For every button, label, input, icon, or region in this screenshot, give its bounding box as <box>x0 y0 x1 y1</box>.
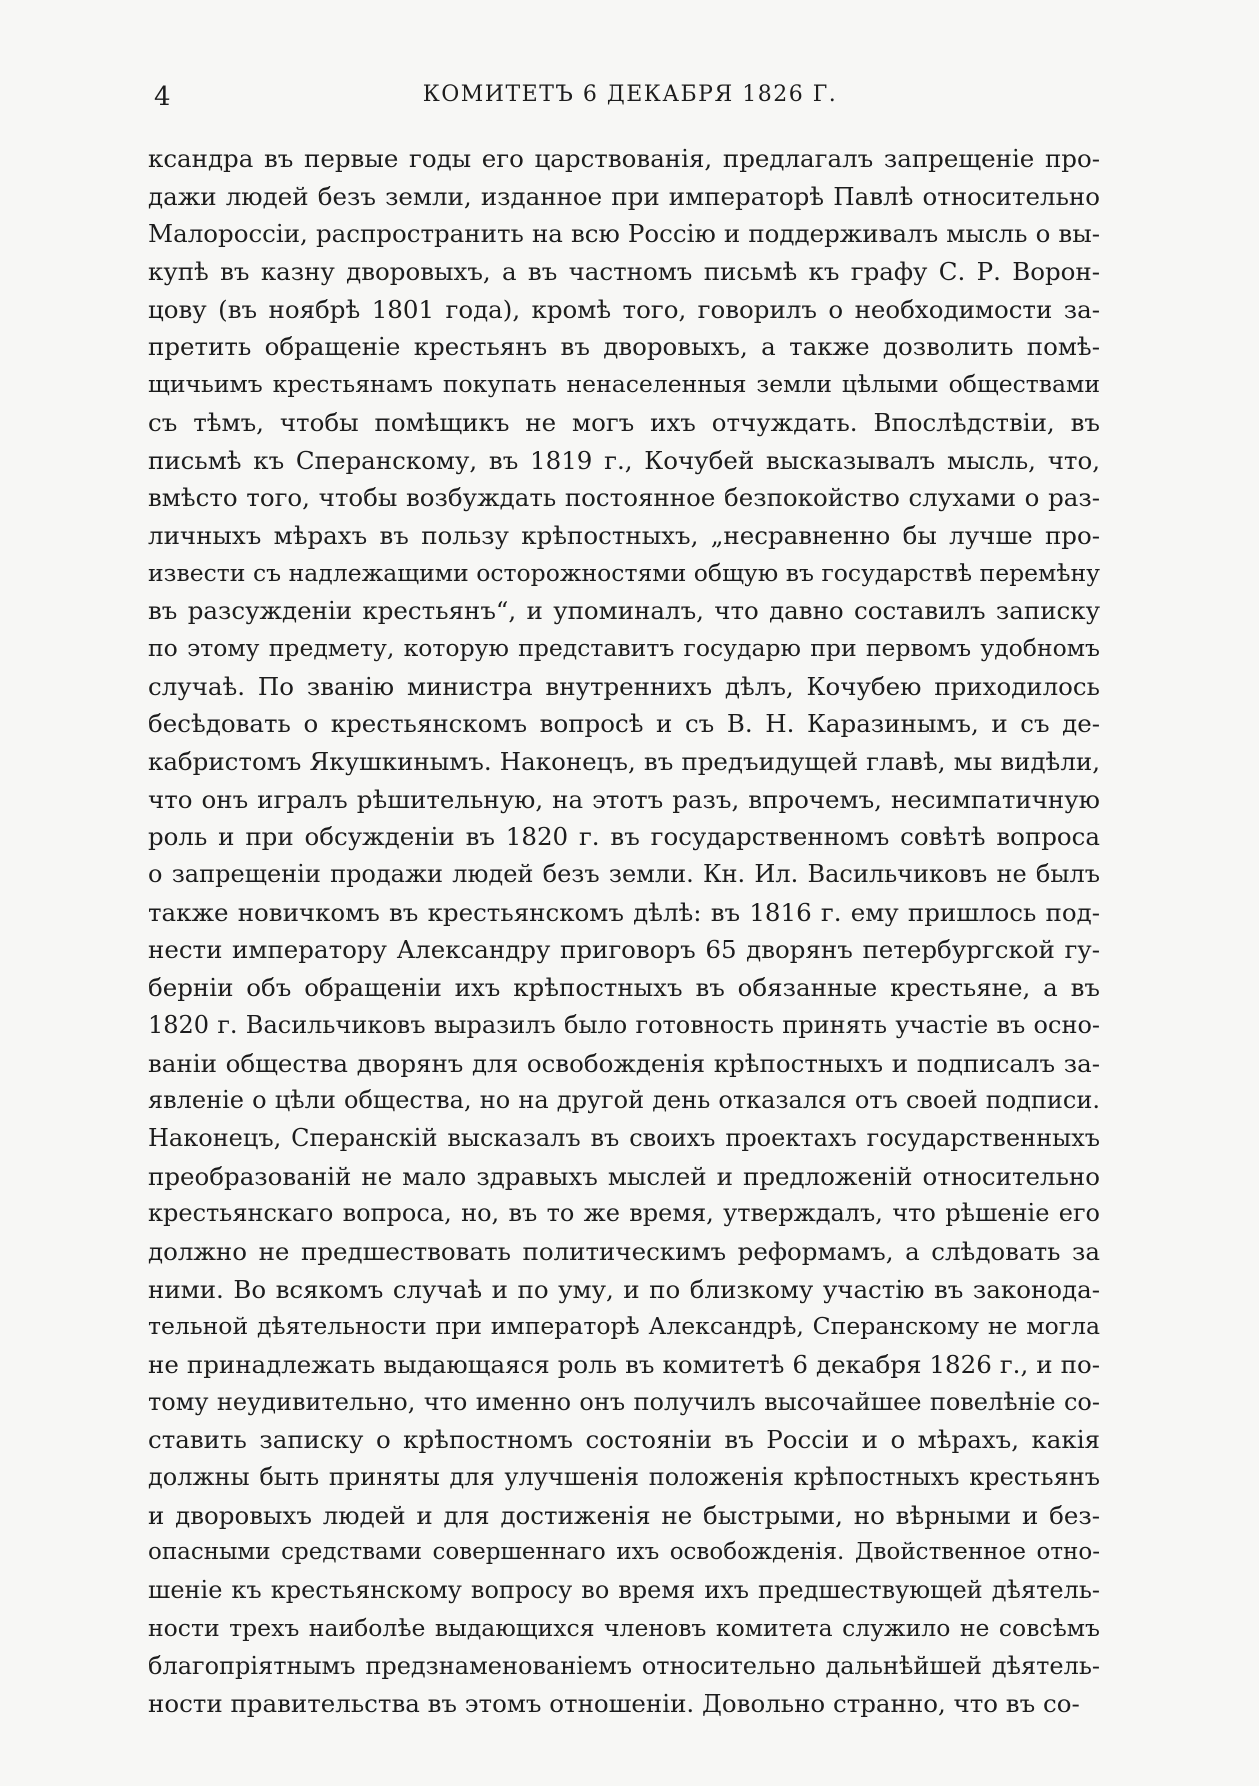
text-line: опасными средствами совершеннаго ихъ освобожденія. Двойственное отно- <box>148 1539 1100 1566</box>
text-line: нести императору Александру приговоръ 65 дворянъ петербургской гу- <box>148 935 1100 965</box>
text-line: бесѣдовать о крестьянскомъ вопросѣ и съ В. Н. Каразинымъ, и съ де- <box>148 709 1100 739</box>
text-line: претить обращеніе крестьянъ въ дворовыхъ, а также дозволить помѣ- <box>148 332 1100 362</box>
text-line: берніи объ обращеніи ихъ крѣпостныхъ въ обязанные крестьяне, а въ <box>148 973 1100 1003</box>
body-text <box>148 140 1100 1723</box>
text-line: ваніи общества дворянъ для освобожденія крѣпостныхъ и подписалъ за- <box>148 1048 1100 1078</box>
text-line: съ тѣмъ, чтобы помѣщикъ не могъ ихъ отчуждать. Впослѣдствіи, въ <box>148 407 1100 437</box>
text-line: цову (въ ноябрѣ 1801 года), кромѣ того, говорилъ о необходимости за- <box>148 294 1100 324</box>
text-line: также новичкомъ въ крестьянскомъ дѣлѣ: въ 1816 г. ему пришлось под- <box>148 897 1100 927</box>
text-line: крестьянскаго вопроса, но, въ то же время, утверждалъ, что рѣшеніе его <box>148 1199 1100 1228</box>
text-line: тому неудивительно, что именно онъ получилъ высочайшее повелѣніе со- <box>148 1387 1100 1416</box>
text-line: о запрещеніи продажи людей безъ земли. Кн. Ил. Васильчиковъ не былъ <box>148 860 1100 889</box>
text-line: преобразованій не мало здравыхъ мыслей и предложеній относительно <box>148 1161 1100 1191</box>
text-line: кабристомъ Якушкинымъ. Наконецъ, въ предъидущей главѣ, мы видѣли, <box>148 747 1100 776</box>
text-line: должно не предшествовать политическимъ реформамъ, а слѣдовать за <box>148 1236 1100 1266</box>
text-line: ставить записку о крѣпостномъ состояніи въ Россіи и о мѣрахъ, какія <box>148 1425 1100 1455</box>
text-line: дажи людей безъ земли, изданное при императорѣ Павлѣ относительно <box>148 181 1100 211</box>
text-line: тельной дѣятельности при императорѣ Александрѣ, Сперанскому не могла <box>148 1312 1100 1341</box>
text-line: письмѣ къ Сперанскому, въ 1819 г., Кочубей высказывалъ мысль, что, <box>148 445 1100 475</box>
text-line: случаѣ. По званію министра внутреннихъ дѣлъ, Кочубею приходилось <box>148 671 1100 701</box>
text-line: личныхъ мѣрахъ въ пользу крѣпостныхъ, „несравненно бы лучше про- <box>148 520 1100 550</box>
page-number: 4 <box>154 82 171 112</box>
text-line: ними. Во всякомъ случаѣ и по уму, и по близкому участію въ законода- <box>148 1274 1100 1304</box>
running-header <box>150 78 1110 114</box>
text-line: въ разсужденіи крестьянъ“, и упоминалъ, что давно составилъ записку <box>148 596 1100 626</box>
text-line: что онъ игралъ рѣшительную, на этотъ разъ, впрочемъ, несимпатичную <box>148 784 1100 814</box>
text-line: по этому предмету, которую представитъ государю при первомъ удобномъ <box>148 633 1100 662</box>
text-line: 1820 г. Васильчиковъ выразилъ было готовность принять участіе въ осно- <box>148 1010 1100 1039</box>
text-line: ности правительства въ этомъ отношеніи. Довольно странно, что въ со- <box>148 1689 1080 1719</box>
running-title: КОМИТЕТЪ 6 ДЕКАБРЯ 1826 Г. <box>422 82 838 107</box>
text-line: благопріятнымъ предзнаменованіемъ относительно дальнѣйшей дѣятель- <box>148 1651 1100 1680</box>
text-line: Наконецъ, Сперанскій высказалъ въ своихъ проектахъ государственныхъ <box>148 1123 1100 1152</box>
text-line: ности трехъ наиболѣе выдающихся членовъ комитета служило не совсѣмъ <box>148 1613 1100 1642</box>
text-line: извести съ надлежащими осторожностями общую въ государствѣ перемѣну <box>148 558 1100 587</box>
text-line: и дворовыхъ людей и для достиженія не быстрыми, но вѣрными и без- <box>148 1500 1100 1530</box>
text-line: вмѣсто того, чтобы возбуждать постоянное безпокойство слухами о раз- <box>148 483 1100 513</box>
text-line: явленіе о цѣли общества, но на другой день отказался отъ своей подписи. <box>148 1086 1100 1115</box>
text-line: роль и при обсужденіи въ 1820 г. въ государственномъ совѣтѣ вопроса <box>148 822 1100 852</box>
text-line: Малороссіи, распространить на всю Россію и поддерживалъ мысль о вы- <box>148 219 1100 249</box>
text-line: не принадлежать выдающаяся роль въ комитетѣ 6 декабря 1826 г., и по- <box>148 1350 1100 1379</box>
text-line: купѣ въ казну дворовыхъ, а въ частномъ письмѣ къ графу С. Р. Ворон- <box>148 257 1100 287</box>
text-line: щичьимъ крестьянамъ покупать ненаселенныя земли цѣлыми обществами <box>148 370 1100 399</box>
text-line: должны быть приняты для улучшенія положенія крѣпостныхъ крестьянъ <box>148 1463 1100 1492</box>
text-line: ксандра въ первые годы его царствованія, предлагалъ запрещеніе про- <box>148 144 1100 173</box>
text-line: шеніе къ крестьянскому вопросу во время ихъ предшествующей дѣятель- <box>148 1576 1100 1605</box>
